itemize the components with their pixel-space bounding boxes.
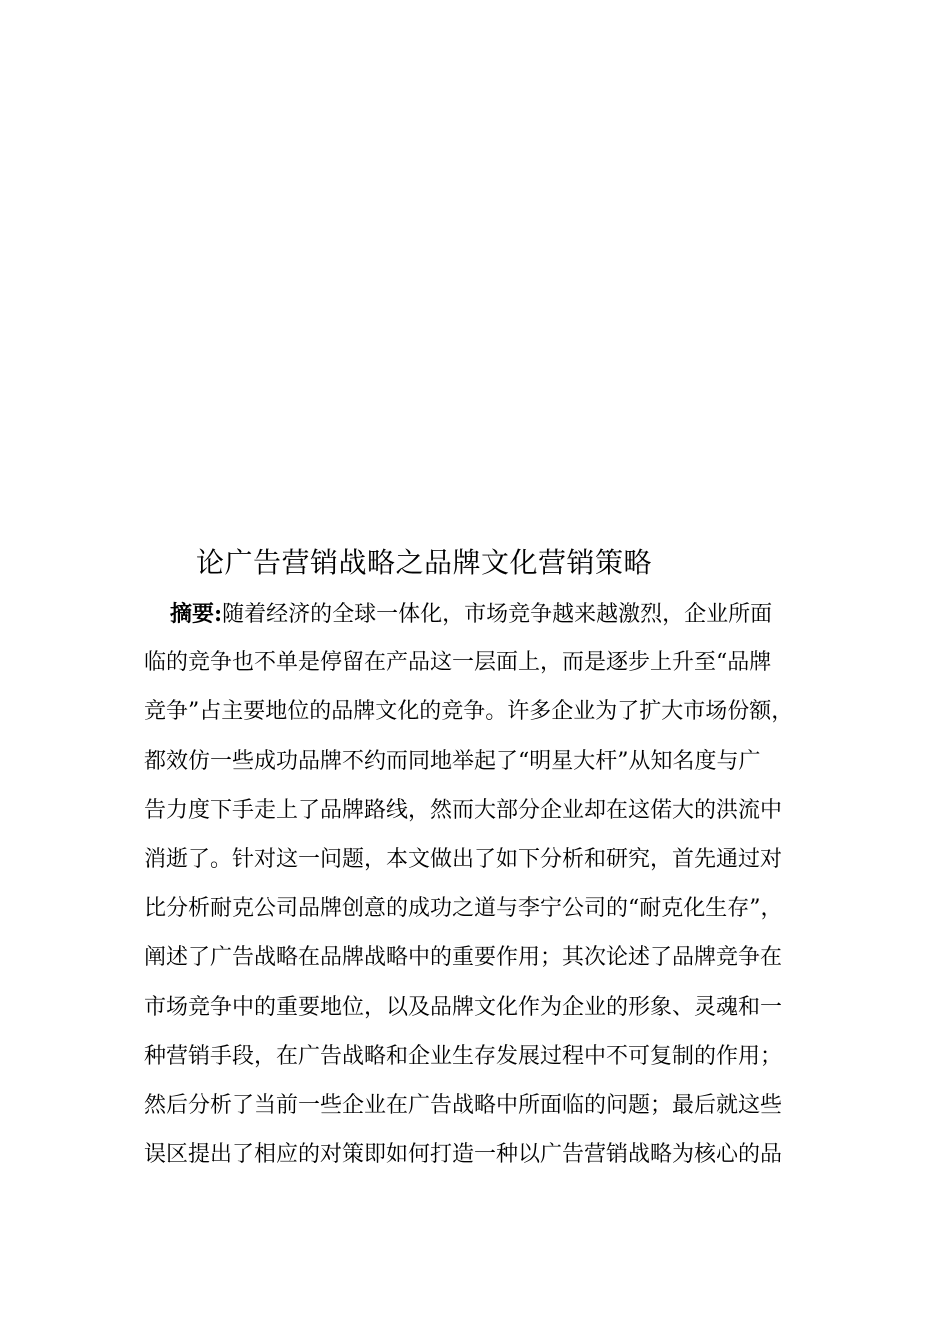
abstract-line-text: 随着经济的全球一体化，市场竞争越来越激烈，企业所面 [222,602,773,627]
abstract-line: 种营销手段，在广告战略和企业生存发展过程中不可复制的作用； [144,1043,783,1069]
document-title: 论广告营销战略之品牌文化营销策略 [196,546,653,579]
abstract-line: 阐述了广告战略在品牌战略中的重要作用；其次论述了品牌竞争在 [144,945,783,971]
abstract-line: 然后分析了当前一些企业在广告战略中所面临的问题；最后就这些 [144,1092,783,1118]
abstract-line: 误区提出了相应的对策即如何打造一种以广告营销战略为核心的品 [144,1142,783,1168]
abstract-line: 竞争”占主要地位的品牌文化的竞争。许多企业为了扩大市场份额， [144,699,794,725]
abstract-line: 比分析耐克公司品牌创意的成功之道与李宁公司的“耐克化生存”， [144,896,783,922]
abstract-line: 告力度下手走上了品牌路线，然而大部分企业却在这偌大的洪流中 [144,797,783,823]
abstract-line: 消逝了。针对这一问题，本文做出了如下分析和研究，首先通过对 [144,846,783,872]
abstract-line [144,594,834,643]
abstract-line: 都效仿一些成功品牌不约而同地举起了“明星大杆”从知名度与广 [144,748,761,774]
abstract-line: 临的竞争也不单是停留在产品这一层面上，而是逐步上升至“品牌 [144,650,772,676]
abstract-line: 市场竞争中的重要地位，以及品牌文化作为企业的形象、灵魂和一 [144,994,783,1020]
abstract-label: 摘要: [170,601,223,627]
abstract-block [144,594,834,1184]
